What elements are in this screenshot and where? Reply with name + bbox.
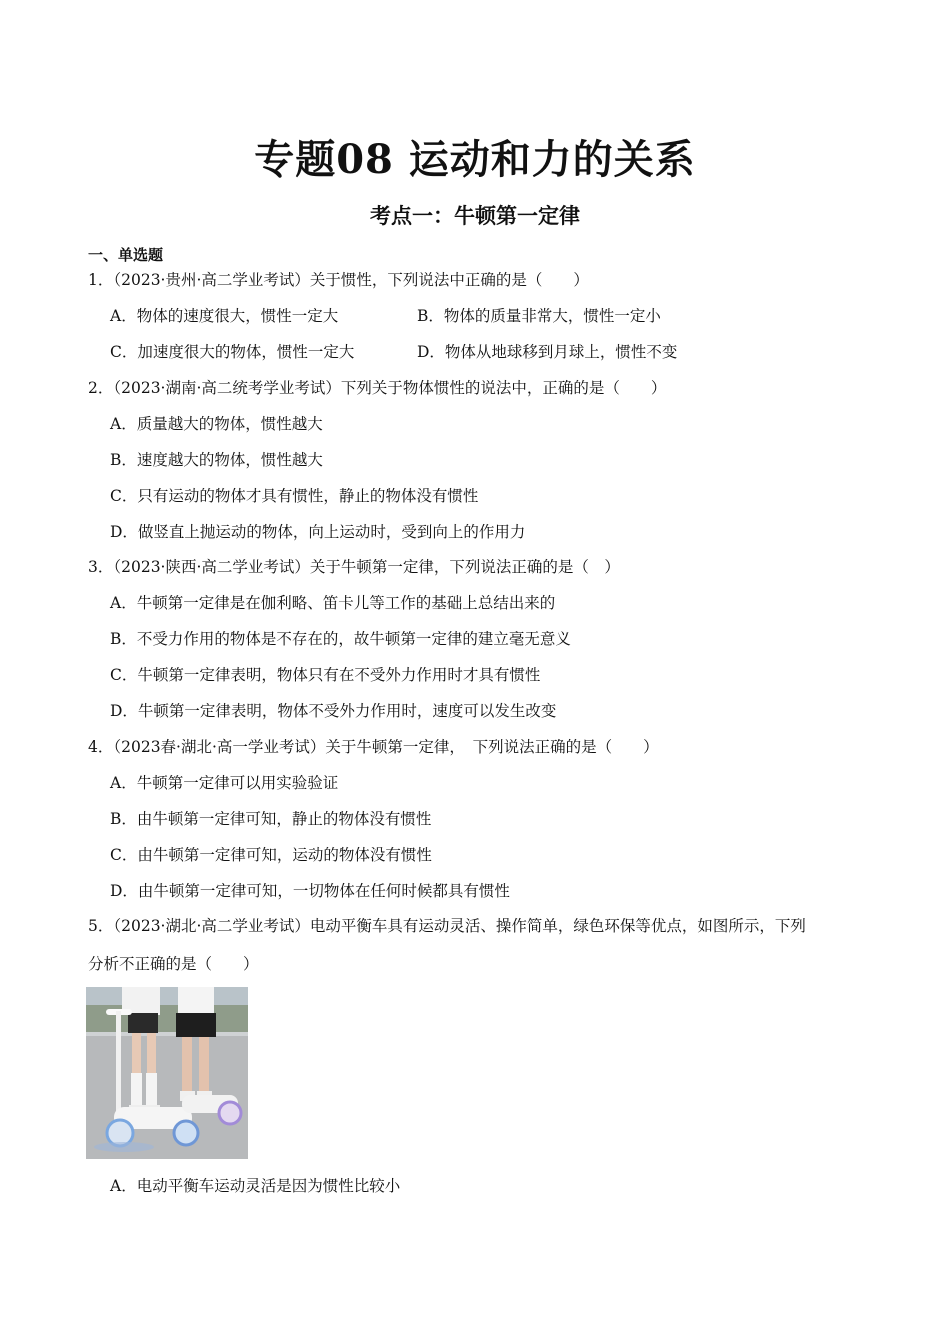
question-option: B．物体的质量非常大，惯性一定小: [417, 307, 661, 325]
question-stem: 1．（2023·贵州·高二学业考试）关于惯性，下列说法中正确的是（ ）: [88, 271, 589, 289]
question-option: A．电动平衡车运动灵活是因为惯性比较小: [110, 1177, 401, 1195]
question-stem: 4．（2023春·湖北·高一学业考试）关于牛顿第一定律， 下列说法正确的是（ ）: [88, 738, 659, 756]
question-option: A．物体的速度很大，惯性一定大: [110, 307, 339, 325]
question-option: D．由牛顿第一定律可知，一切物体在任何时候都具有惯性: [110, 882, 510, 900]
question-stem: 5．（2023·湖北·高二学业考试）电动平衡车具有运动灵活、操作简单，绿色环保等优点，如图所示，下列: [88, 917, 806, 935]
question-option: D．牛顿第一定律表明，物体不受外力作用时，速度可以发生改变: [110, 702, 557, 720]
question-option: D．做竖直上抛运动的物体，向上运动时，受到向上的作用力: [110, 523, 526, 541]
page-title: 专题08 运动和力的关系: [254, 136, 696, 183]
question-option: C．牛顿第一定律表明，物体只有在不受外力作用时才具有惯性: [110, 666, 541, 684]
question-option: B．不受力作用的物体是不存在的，故牛顿第一定律的建立毫无意义: [110, 630, 571, 648]
topic-heading: 考点一：牛顿第一定律: [370, 204, 580, 228]
section-heading: 一、单选题: [88, 246, 164, 264]
question-option: C．由牛顿第一定律可知，运动的物体没有惯性: [110, 846, 432, 864]
question-stem: 2．（2023·湖南·高二统考学业考试）下列关于物体惯性的说法中，正确的是（ ）: [88, 379, 667, 397]
question-option: B．由牛顿第一定律可知，静止的物体没有惯性: [110, 810, 432, 828]
question-option: A．牛顿第一定律是在伽利略、笛卡儿等工作的基础上总结出来的: [110, 594, 556, 612]
question-option: C．只有运动的物体才具有惯性，静止的物体没有惯性: [110, 487, 479, 505]
balance-scooter-photo: [86, 987, 248, 1159]
question-stem: 3．（2023·陕西·高二学业考试）关于牛顿第一定律，下列说法正确的是（ ）: [88, 558, 620, 576]
question-option: A．质量越大的物体，惯性越大: [110, 415, 323, 433]
question-option: D．物体从地球移到月球上，惯性不变: [417, 343, 678, 361]
question-option: B．速度越大的物体，惯性越大: [110, 451, 323, 469]
question-option: A．牛顿第一定律可以用实验验证: [110, 774, 339, 792]
question-stem-continued: 分析不正确的是（ ）: [88, 955, 259, 973]
question-option: C．加速度很大的物体，惯性一定大: [110, 343, 355, 361]
